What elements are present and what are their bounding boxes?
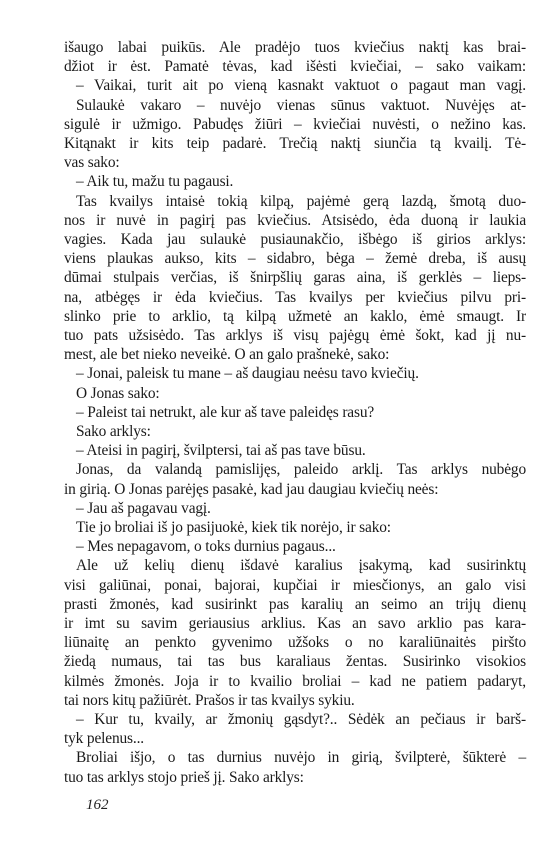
page-number: 162	[86, 797, 109, 813]
text-line: liūnaitę an penkto gyvenimo užšoks o no karaliūnaitės piršto	[64, 634, 526, 652]
text-line: – Mes nepagavom, o toks durnius pagaus...	[76, 538, 336, 556]
text-line: Ale už kelių dienų išdavė karalius įsakymą, kad susirinktų	[76, 557, 526, 575]
text-line: – Aik tu, mažu tu pagausi.	[76, 173, 234, 191]
text-line: – Vaikai, turit ait po vieną kasnakt vaktuot o pagaut man vagį.	[76, 77, 526, 95]
text-line: tai nors kitų pažiūrėt. Prašos ir tas kvailys sykiu.	[64, 691, 355, 709]
text-line: nos ir nuvė in pagirį pas kviečius. Atsisėdo, ėda duoną ir laukia	[64, 211, 526, 229]
text-line: slinko prie to arklio, tą kilpą užmetė an kaklo, ėmė smaugt. Ir	[64, 307, 526, 325]
text-line: – Kur tu, kvaily, ar žmonių gąsdyt?.. Sėdėk an pečiaus ir barš-	[76, 711, 526, 728]
text-line: žiedą numaus, tai tas bus karaliaus žentas. Susirinko visokios	[64, 653, 526, 671]
text-line: – Jau aš pagavau vagį.	[76, 499, 211, 517]
text-line: Sako arklys:	[76, 423, 151, 440]
text-line: visi galiūnai, ponai, bajorai, kupčiai ir miesčionys, an galo visi	[64, 576, 526, 594]
text-line: išaugo labai puikūs. Ale pradėjo tuos kviečius naktį kas brai-	[64, 39, 526, 56]
text-line: Tie jo broliai iš jo pasijuokė, kiek tik norėjo, ir sako:	[76, 519, 391, 536]
text-line: džiot ir ėst. Pamatė tėvas, kad išėsti kviečiai, – sako vaikam:	[64, 58, 526, 76]
text-line: – Paleist tai netrukt, ale kur aš tave paleidęs rasu?	[76, 403, 375, 421]
text-line: – Ateisi in pagirį, švilptersi, tai aš pas tave būsu.	[76, 442, 366, 460]
text-line: Tas kvailys intaisė tokią kilpą, pajėmė gerą lazdą, šmotą duo-	[76, 192, 526, 210]
text-line: tuo tas arklys stojo prieš jį. Sako arklys:	[64, 768, 304, 786]
text-line: Jonas, da valandą pamislijęs, paleido arklį. Tas arklys nubėgo	[76, 461, 526, 479]
book-page-continued	[64, 38, 526, 868]
text-line: Kitąnakt ir kits teip padarė. Trečią naktį siunčia tą kvailį. Tė-	[64, 135, 526, 152]
text-line: sigulė ir užmigo. Pabudęs žiūri – kviečiai nuvėsti, o nežino kas.	[64, 115, 526, 133]
text-line: tuo pats užsisėdo. Tas arklys iš visų pajėgų ėmė šokt, kad jį nu-	[64, 327, 526, 344]
text-line: – Jonai, paleisk tu mane – aš daugiau neėsu tavo kviečių.	[76, 365, 419, 383]
text-line: prasti žmonės, kad susirinkt pas karalių an seimo an trijų dienų	[64, 595, 526, 613]
text-line: tyk pelenus...	[64, 730, 144, 748]
text-line: in girią. O Jonas parėjęs pasakė, kad jau daugiau kviečių neės:	[64, 480, 439, 498]
text-line: dūmai stulpais verčias, iš šnirpšlių garas aina, iš gerklės – lieps-	[64, 269, 526, 287]
text-line: ir imt su savim geriausius arklius. Kas an savo arklio pas kara-	[64, 615, 526, 632]
text-line: O Jonas sako:	[76, 384, 160, 402]
text-line: vas sako:	[64, 154, 120, 172]
text-line: Sulaukė vakaro – nuvėjo vienas sūnus vaktuot. Nuvėjęs at-	[76, 96, 526, 114]
text-line: na, atbėgęs ir ėda kviečius. Tas kvailys per kviečius pilvu pri-	[64, 288, 526, 306]
text-line: kilmės žmonės. Joja ir to kvailio broliai – kad ne patiem padaryt,	[64, 672, 526, 690]
text-line: viens plaukas aukso, kits – sidabro, bėga – žemė dreba, iš ausų	[64, 250, 526, 268]
text-line: vagies. Kada jau sulaukė pusiaunakčio, išbėgo iš girios arklys:	[64, 231, 526, 248]
text-line: mest, ale bet nieko neveikė. O an galo prašnekė, sako:	[64, 346, 390, 364]
text-line: Broliai išjo, o tas durnius nuvėjo in girią, švilpterė, šūkterė –	[76, 749, 526, 767]
